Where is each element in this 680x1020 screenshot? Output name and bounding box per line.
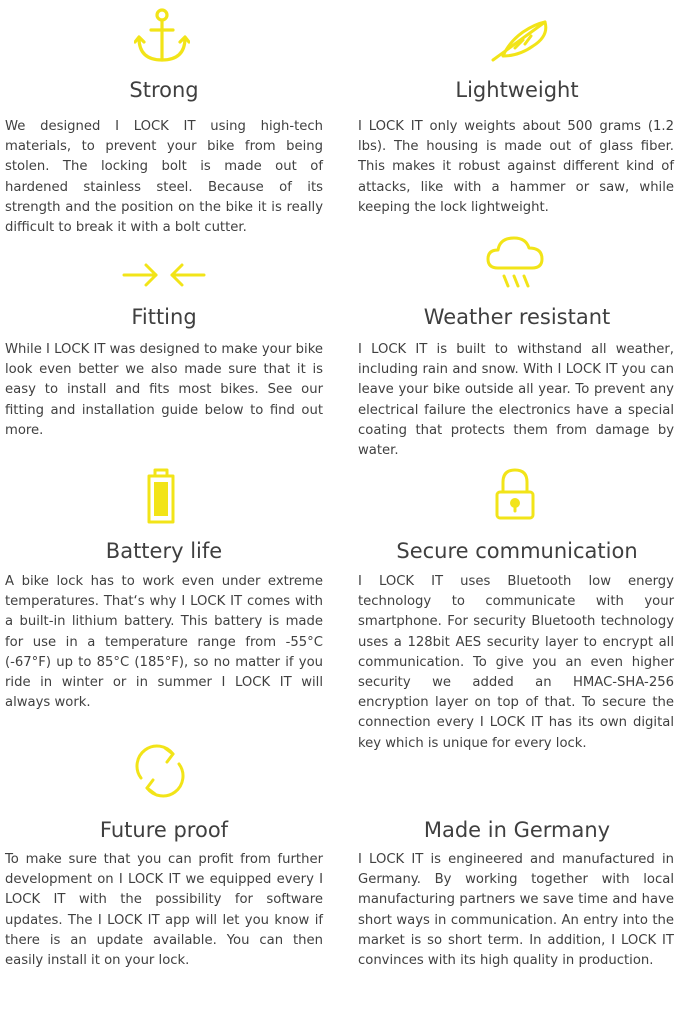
arrows-inward-icon: [122, 262, 206, 288]
feature-description: We designed I LOCK IT using high-tech materials, to prevent your bike from being stolen. The locking bolt is made out of hardened stainless steel. Because of its strength and the position on the bike it is really difficult to break it with a bolt cutter.: [5, 119, 323, 236]
feature-description: To make sure that you can profit from further development on I LOCK IT we equipped every I LOCK IT with the possibility for software updates. The I LOCK IT app will let you know if there is an update available. You can then easily install it on your lock.: [5, 852, 323, 969]
feature-description: I LOCK IT uses Bluetooth low energy technology to communicate with your smartphone. For security Bluetooth technology uses a 128bit AES security layer to encrypt all communication. To give you an even higher security we added an HMAC-SHA-256 encryption layer on top of that. To secure the connection every I LOCK IT has its own digital key which is unique for every lock.: [358, 574, 674, 751]
feature-title: Future proof: [99, 818, 229, 842]
refresh-icon: [129, 740, 191, 802]
padlock-icon: [493, 466, 537, 522]
feature-description: While I LOCK IT was designed to make your bike look even better we also made sure that it is easy to install and fits most bikes. See our fitting and installation guide below to find out more.: [5, 342, 323, 438]
feature-title: Fitting: [131, 305, 197, 329]
feature-description: I LOCK IT is engineered and manufactured in Germany. By working together with local manufacturing partners we save time and have short ways in communication. An entry into the market is so short term. In addition, I LOCK IT convinces with its high quality in production.: [358, 852, 674, 969]
feature-title: Strong: [129, 78, 199, 102]
feature-title: Weather resistant: [423, 305, 611, 329]
feature-title: Lightweight: [455, 78, 579, 102]
battery-icon: [146, 468, 176, 524]
feature-title: Battery life: [105, 539, 223, 563]
feature-title: Made in Germany: [423, 818, 611, 842]
feather-icon: [489, 16, 551, 64]
feature-description: A bike lock has to work even under extreme temperatures. That‘s why I LOCK IT comes with a built-in lithium battery. This battery is made for use in a temperature range from -55°C (-67°F) up to 85°C (185°F), so no matter if you ride in winter or in summer I LOCK IT will always work.: [5, 574, 323, 711]
feature-title: Secure communication: [396, 539, 638, 563]
anchor-icon: [134, 8, 190, 66]
rain-cloud-icon: [486, 234, 544, 290]
feature-description: I LOCK IT is built to withstand all weather, including rain and snow. With I LOCK IT you can leave your bike outside all year. To prevent any electrical failure the electronics have a special coating that protects them from damage by water.: [358, 342, 674, 459]
feature-description: I LOCK IT only weights about 500 grams (1.2 lbs). The housing is made out of glass fiber. This makes it robust against different kind of attacks, like with a hammer or saw, while keeping the lock lightweight.: [358, 119, 674, 215]
